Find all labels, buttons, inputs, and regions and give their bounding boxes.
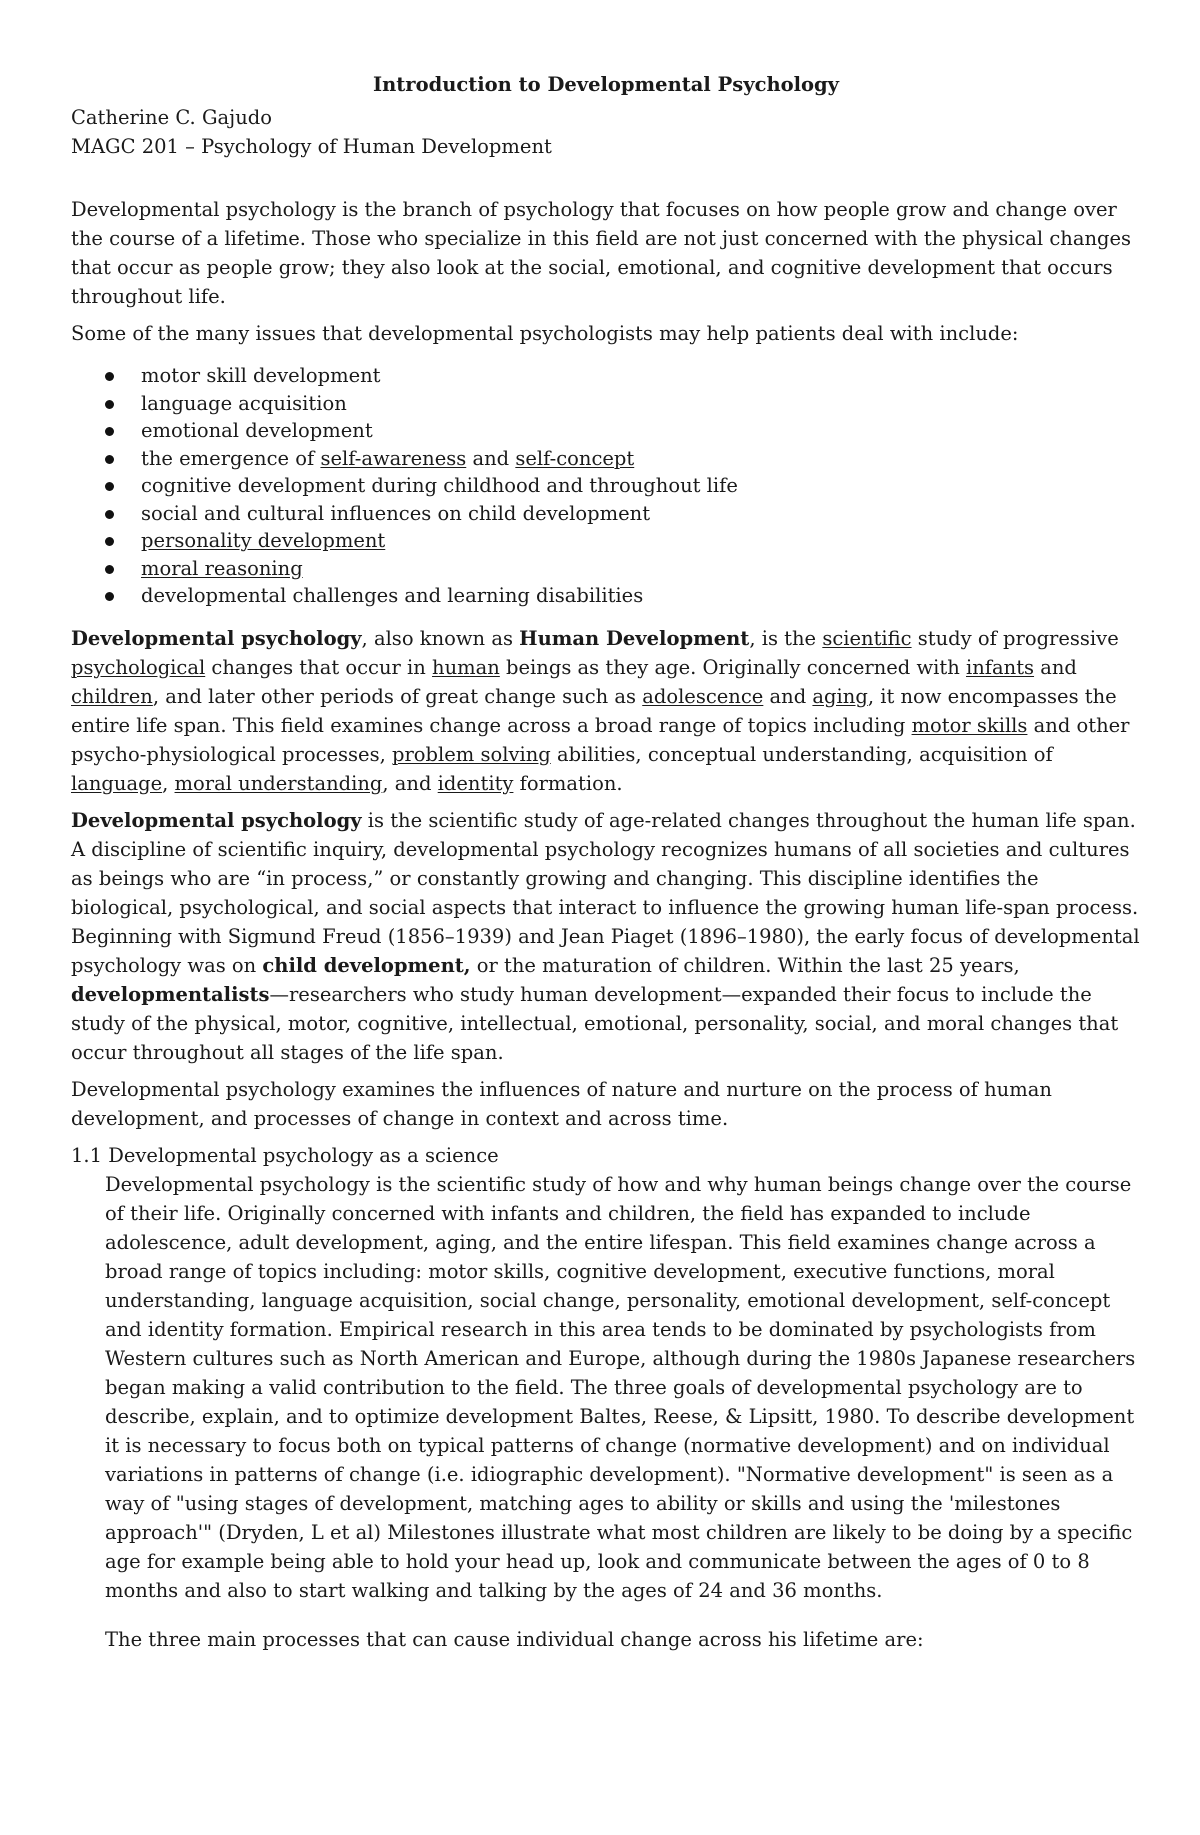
link-self-awareness[interactable]: self-awareness bbox=[320, 446, 467, 470]
nature-nurture-paragraph: Developmental psychology examines the influences of nature and nurture on the process of human development, and processes of change in context and across time. bbox=[71, 1077, 1052, 1130]
definition-paragraph-1: Developmental psychology, also known as Human Development, is the scientific study of progressive psychological changes that occur in human beings as they age. Originally concerned with infants and children, and later other periods of great change such as adolescence and aging, it now encompasses the entire life span. This field examines change across a broad range of topics including motor skills and other psycho-physiological processes, problem solving abilities, conceptual understanding, acquisition of language, moral understanding, and identity formation. bbox=[71, 626, 1130, 795]
link-adolescence[interactable]: adolescence bbox=[642, 684, 764, 708]
intro-paragraph: Developmental psychology is the branch of psychology that focuses on how people grow and change over the course of a lifetime. Those who specialize in this field are not just concerned with the physical changes that occur as people grow; they also look at the social, emotional, and cognitive development that occurs throughout life. bbox=[71, 198, 1132, 308]
bullet-icon bbox=[105, 482, 114, 491]
bullet-icon bbox=[105, 400, 114, 409]
issues-list bbox=[71, 362, 1141, 610]
bullet-icon bbox=[105, 455, 114, 464]
issues-intro: Some of the many issues that developmental psychologists may help patients deal with include: bbox=[71, 322, 1019, 345]
list-item: motor skill development bbox=[105, 362, 1141, 390]
link-motor-skills[interactable]: motor skills bbox=[911, 713, 1028, 737]
bullet-icon bbox=[105, 427, 114, 436]
link-problem-solving[interactable]: problem solving bbox=[392, 742, 551, 766]
bullet-icon bbox=[105, 537, 114, 546]
link-children[interactable]: children bbox=[71, 684, 153, 708]
processes-intro: The three main processes that can cause individual change across his lifetime are: bbox=[105, 1627, 924, 1651]
section-heading: 1.1 Developmental psychology as a science bbox=[71, 1143, 499, 1167]
list-item bbox=[105, 555, 1141, 583]
definition-paragraph-2: Developmental psychology is the scientific study of age-related changes throughout the human life span. A discipline of scientific inquiry, developmental psychology recognizes humans of all societies and cultures as beings who are “in process,” or constantly growing and changing. This discipline identifies the biological, psychological, and social aspects that interact to influence the growing human life-span process. Beginning with Sigmund Freud (1856–1939) and Jean Piaget (1896–1980), the early focus of developmental psychology was on child development, or the maturation of children. Within the last 25 years, developmentalists—researchers who study human development—expanded their focus to include the study of the physical, motor, cognitive, intellectual, emotional, personality, social, and moral changes that occur throughout all stages of the life span. bbox=[71, 808, 1140, 1064]
bullet-icon bbox=[105, 592, 114, 601]
list-item: the emergence of self-awareness and self-concept bbox=[105, 445, 1141, 473]
link-moral-reasoning[interactable]: moral reasoning bbox=[141, 556, 303, 580]
section-body bbox=[71, 1170, 1141, 1654]
link-aging[interactable]: aging bbox=[812, 684, 868, 708]
link-human[interactable]: human bbox=[432, 655, 500, 679]
bullet-icon bbox=[105, 565, 114, 574]
bullet-icon bbox=[105, 510, 114, 519]
document-title: Introduction to Developmental Psychology bbox=[372, 73, 840, 96]
list-item bbox=[105, 527, 1141, 555]
section-paragraph: Developmental psychology is the scientific study of how and why human beings change over the course of their life. Originally concerned with infants and children, the field has expanded to include adolescence, adult development, aging, and the entire lifespan. This field examines change across a broad range of topics including: motor skills, cognitive development, executive functions, moral understanding, language acquisition, social change, personality, emotional development, self-concept and identity formation. Empirical research in this area tends to be dominated by psychologists from Western cultures such as North American and Europe, although during the 1980s Japanese researchers began making a valid contribution to the field. The three goals of developmental psychology are to describe, explain, and to optimize development Baltes, Reese, & Lipsitt, 1980. To describe development it is necessary to focus both on typical patterns of change (normative development) and on individual variations in patterns of change (i.e. idiographic development). "Normative development" is seen as a way of "using stages of development, matching ages to ability or skills and using the 'milestones approach'" (Dryden, L et al) Milestones illustrate what most children are likely to be doing by a specific age for example being able to hold your head up, look and communicate between the ages of 0 to 8 months and also to start walking and talking by the ages of 24 and 36 months. bbox=[105, 1172, 1136, 1602]
link-identity[interactable]: identity bbox=[437, 771, 514, 795]
link-language[interactable]: language bbox=[71, 771, 163, 795]
link-psychological[interactable]: psychological bbox=[71, 655, 206, 679]
list-item: language acquisition bbox=[105, 390, 1141, 418]
link-personality-development[interactable]: personality development bbox=[141, 529, 386, 552]
course-name: MAGC 201 – Psychology of Human Development bbox=[71, 135, 552, 158]
author-name: Catherine C. Gajudo bbox=[71, 106, 272, 129]
link-scientific[interactable]: scientific bbox=[822, 626, 912, 650]
list-item: cognitive development during childhood and throughout life bbox=[105, 472, 1141, 500]
bullet-icon bbox=[105, 372, 114, 381]
document-page bbox=[71, 70, 1141, 1654]
link-moral-understanding[interactable]: moral understanding bbox=[174, 771, 383, 795]
link-self-concept[interactable]: self-concept bbox=[515, 446, 635, 470]
link-infants[interactable]: infants bbox=[966, 655, 1035, 679]
list-item: social and cultural influences on child development bbox=[105, 500, 1141, 528]
list-item: developmental challenges and learning disabilities bbox=[105, 582, 1141, 610]
list-item: emotional development bbox=[105, 417, 1141, 445]
